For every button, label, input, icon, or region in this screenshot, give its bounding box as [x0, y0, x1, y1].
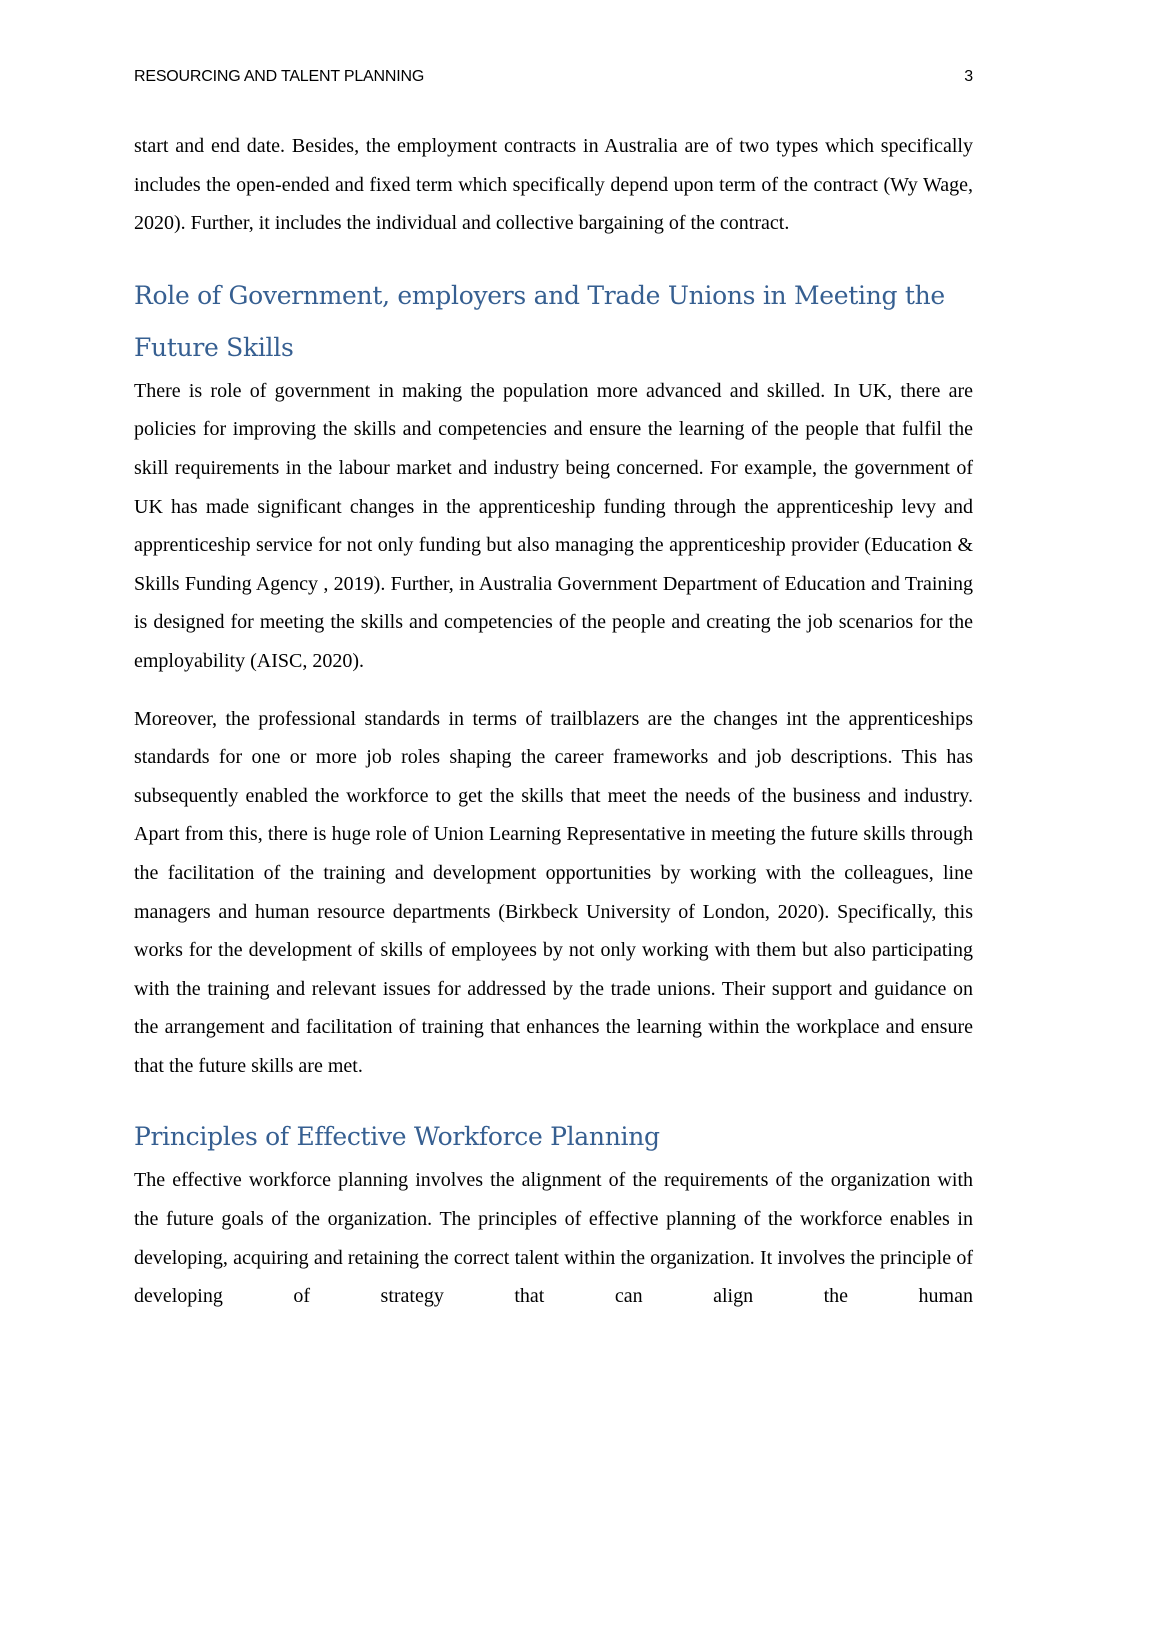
page-number: 3 [964, 68, 973, 85]
section-heading-workforce-planning: Principles of Effective Workforce Planning [134, 1122, 660, 1152]
section1-paragraph-2: Moreover, the professional standards in terms of trailblazers are the changes int the apprenticeships standards for one or more job roles shaping the career frameworks and job descriptions. This has subsequently enabled the workforce to get the skills that meet the needs of the business and industry. Apart from this, there is huge role of Union Learning Representative in meeting the future skills through the facilitation of the training and development opportunities by working with the colleagues, line managers and human resource departments (Birkbeck University of London, 2020). Specifically, this works for the development of skills of employees by not only working with them but also participating with the training and relevant issues for addressed by the trade unions. Their support and guidance on the arrangement and facilitation of training that enhances the learning within the workplace and ensure that the future skills are met. [134, 707, 973, 1077]
section-heading-role-of-government: Role of Government, employers and Trade Unions in Meeting the Future Skills [134, 280, 945, 362]
intro-paragraph: start and end date. Besides, the employment contracts in Australia are of two types which specifically includes the open-ended and fixed term which specifically depend upon term of the contract (Wy Wage, 2020). Further, it includes the individual and collective bargaining of the contract. [134, 135, 973, 235]
page-body [134, 127, 973, 1316]
page-header [134, 68, 973, 86]
running-title: RESOURCING AND TALENT PLANNING [134, 68, 425, 85]
section1-paragraph-1: There is role of government in making the population more advanced and skilled. In UK, there are policies for improving the skills and competencies and ensure the learning of the people that fulfil the skill requirements in the labour market and industry being concerned. For example, the government of UK has made significant changes in the apprenticeship funding through the apprenticeship levy and apprenticeship service for not only funding but also managing the apprenticeship provider (Education & Skills Funding Agency , 2019). Further, in Australia Government Department of Education and Training is designed for meeting the skills and competencies of the people and creating the job scenarios for the employability (AISC, 2020). [134, 379, 973, 672]
section2-paragraph-1: The effective workforce planning involves the alignment of the requirements of the organization with the future goals of the organization. The principles of effective planning of the workforce enables in developing, acquiring and retaining the correct talent within the organization. It involves the principle of developing of strategy that can align the human [134, 1169, 973, 1308]
